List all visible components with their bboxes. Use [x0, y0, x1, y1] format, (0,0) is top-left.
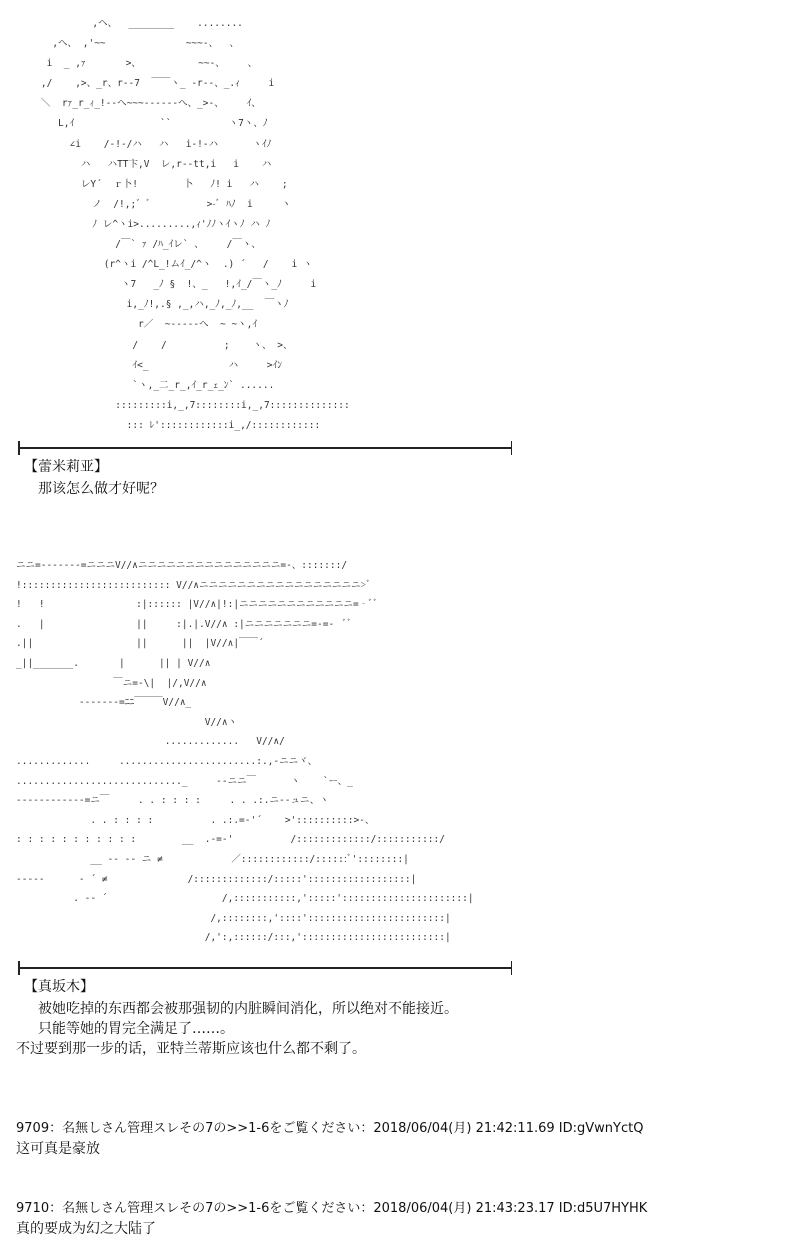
dialogue-line: 只能等她的胃完全满足了……。 — [38, 1021, 234, 1037]
ascii-art-remilia: ,ヘ、 ________ ........ ,へ、 ,'~~ ~~~-、 、 i _ ,ｧ >、 ~~‐、 、 ,/ ,>、_r、r‐‐7 ￣￣ヽ_ ‐r‐‐、_.ｨ i ＼ rｧ_r_ｨ_!‐‐へ~~~‐‐‐‐‐‐へ、_>‐、 ｲ、 L,ｲ `` ヽ7ヽ、ﾉ ∠i /-!-/ハ ハ i-!-ハ ヽｲﾉ ハ ハTT卞,V レ,r‐‐tt,i i ハ レY´ ｒ卜! 卜 ﾉ! i ハ ; ノ /!,;゛゛ >-ﾞ ﾊﾉ i ヽ ﾉ レ^ヽi>.........,ｨ'ﾉﾉヽｲヽﾉ ハ ﾉ /￣` ｧ /ﾊ_ｲレ` 、 /￣ヽ、 (r^ヽi /^L_!ムｲ_/^ヽ .) ´ / i ヽ ヽ7 _ﾉ § !、_ !,ｲ_/￣ヽ_ﾉ i i,_ﾉ!,.§ ,_,ハ,_ﾉ,_ﾉ,__ ￣ヽﾉ r／ ~-‐‐‐‐へ ~ ~ヽ,ｲ / / ; ヽ、 >、 ｲ<_ ハ >ｲﾝ `ヽ,_二_r_,ｲ_r_ｪ_ﾝ` ...... :::::::::i,_,7::::::::i,_,7:::::::::::::: ::: ﾚ'::::::::::::i_,/:::::::::::: — [40, 18, 350, 431]
separator — [18, 441, 512, 455]
speaker-name: 【真坂木】 — [24, 979, 94, 995]
speaker-name: 【蕾米莉亚】 — [24, 459, 108, 475]
post-header: 9710：名無しさん管理スレその7の>>1-6をご覧ください：2018/06/04(月) 21:43:23.17 ID:d5U7HYHK — [16, 1201, 648, 1216]
dialogue-line: 被她吃掉的东西都会被那强韧的内脏瞬间消化，所以绝对不能接近。 — [38, 1001, 458, 1017]
dialogue-line: 那该怎么做才好呢？ — [38, 481, 164, 497]
post-header: 9709：名無しさん管理スレその7の>>1-6をご覧ください：2018/06/04(月) 21:42:11.69 ID:gVwnYctQ — [16, 1121, 644, 1136]
post-body: 这可真是豪放 — [16, 1141, 100, 1157]
dialogue-line: 不过要到那一步的话，亚特兰蒂斯应该也什么都不剩了。 — [16, 1041, 366, 1057]
ascii-art-castle: ニニ=‐‐‐‐‐-‐=ニニニV//∧ニニニニニニニニニニニニニニニ=‐、:::::::/ !:::::::::::::::::::::::::: V//∧ニニニニニニニニニニニニニニニニニ>ﾞ ! ! :|:::::: |V//∧|!:|ニニニニニニニニニニニニ=‐ﾞﾞ . | || :|.|.V//∧ :|ニニニニニニニ=‐=‐ ﾞﾞ .|| || || |V//∧|￣￣´ _||_______. | || | V//∧ ￣ニ=-\| |/,V//∧ ‐‐‐‐‐‐‐=ﾆﾆ￣￣￣V//∧_ V//∧ヽ ............. V//∧/ ............. ........................:.,‐ニニヾ、 ............................._ ‐-ニニ￣ ヽ `ー、_ ‐‐‐‐‐‐‐‐‐‐‐-=ニ￣ . . : : : : . . .:.ニ‐‐ュニ、ヽ . . : : : : . .:.=‐'´ >'::::::::::>‐、 : : : : : : : : : : : __ .-=‐' /:::::::::::::/:::::::::::/ __ ‐‐ ‐‐ ニ ≠ ／::::::::::::/::::::ﾞ'::::::::| ‐‐‐‐- ‐ ´ ≠ /:::::::::::::/:::::'::::::::::::::::::| . ‐‐ ´ /,:::::::::::,':::::'::::::::::::::::::::::| /,::::::::,'::::'::::::::::::::::::::::::| /,':,::::::/:::,':::::::::::::::::::::::::| — [16, 560, 474, 944]
separator — [18, 961, 512, 975]
post-body: 真的要成为幻之大陆了 — [16, 1221, 156, 1237]
